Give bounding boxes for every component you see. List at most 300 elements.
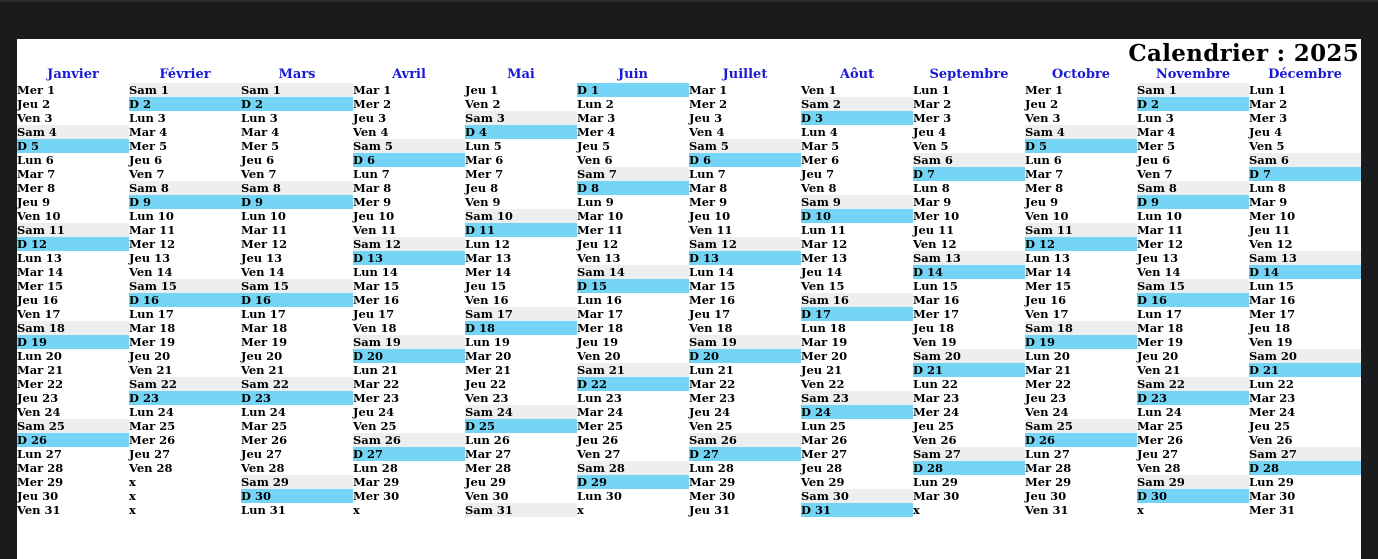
month-header: Janvier: [47, 67, 99, 82]
day-cell: Jeu 25: [913, 419, 955, 433]
day-cell: Jeu 4: [913, 125, 947, 139]
day-cell: Sam 6: [1249, 153, 1361, 167]
month-header: Novembre: [1155, 67, 1231, 82]
day-cell: D 31: [801, 503, 913, 517]
day-cell: D 17: [801, 307, 913, 321]
day-cell: D 12: [1025, 237, 1137, 251]
day-cell: Jeu 20: [129, 349, 171, 363]
day-cell: Lun 3: [1137, 111, 1174, 125]
day-cell: Mer 9: [689, 195, 728, 209]
day-cell: Jeu 16: [1025, 293, 1067, 307]
day-cell: Mer 15: [17, 279, 64, 293]
day-cell: Ven 17: [17, 307, 61, 321]
month-header: Mars: [278, 67, 316, 82]
day-cell: Lun 7: [689, 167, 726, 181]
day-cell: Mer 9: [353, 195, 392, 209]
day-cell: Ven 25: [353, 419, 397, 433]
day-cell: Jeu 6: [1137, 153, 1171, 167]
day-cell: Lun 6: [1025, 153, 1062, 167]
day-cell: Jeu 30: [17, 489, 59, 503]
day-cell: Sam 26: [689, 433, 801, 447]
day-cell: D 6: [353, 153, 465, 167]
day-cell: Mar 17: [577, 307, 624, 321]
day-cell: D 5: [17, 139, 129, 153]
day-cell: Lun 31: [241, 503, 286, 517]
day-cell: Mar 3: [577, 111, 616, 125]
day-cell: Sam 5: [689, 139, 801, 153]
day-cell: Mar 18: [1137, 321, 1184, 335]
day-cell: D 2: [241, 97, 353, 111]
day-cell: Ven 7: [1137, 167, 1173, 181]
day-cell: D 21: [1249, 363, 1361, 377]
day-cell: Sam 26: [353, 433, 465, 447]
day-cell: Mer 10: [1249, 209, 1296, 223]
day-cell: Sam 23: [801, 391, 913, 405]
day-cell: Lun 18: [801, 321, 846, 335]
day-cell: Mar 15: [353, 279, 400, 293]
day-cell: Mer 12: [129, 237, 176, 251]
day-cell: Mer 30: [353, 489, 400, 503]
day-cell: Mar 14: [17, 265, 64, 279]
day-cell: D 8: [577, 181, 689, 195]
day-cell: Mar 15: [689, 279, 736, 293]
day-cell: Sam 13: [913, 251, 1025, 265]
month-column: [913, 67, 1025, 517]
day-cell: Sam 13: [1249, 251, 1361, 265]
day-cell: Mer 5: [241, 139, 280, 153]
day-cell: D 6: [689, 153, 801, 167]
day-cell: Ven 28: [241, 461, 285, 475]
day-cell: Sam 18: [17, 321, 129, 335]
day-cell: Ven 3: [1025, 111, 1061, 125]
day-cell: Mar 4: [241, 125, 280, 139]
day-cell: Lun 25: [801, 419, 846, 433]
month-header: Juin: [618, 67, 648, 82]
day-cell: Mer 8: [17, 181, 56, 195]
day-cell: Ven 3: [17, 111, 53, 125]
day-cell: Jeu 13: [1137, 251, 1179, 265]
day-cell: Sam 11: [1025, 223, 1137, 237]
day-cell: Lun 20: [1025, 349, 1070, 363]
day-cell: D 13: [353, 251, 465, 265]
day-cell: Lun 19: [465, 335, 510, 349]
day-cell: Lun 20: [17, 349, 62, 363]
day-cell: Ven 31: [1025, 503, 1069, 517]
day-cell: Mar 1: [353, 83, 392, 97]
day-cell: Mar 22: [689, 377, 736, 391]
day-cell: Mar 20: [465, 349, 512, 363]
day-cell: Jeu 21: [801, 363, 843, 377]
day-cell: Ven 10: [17, 209, 61, 223]
day-cell: D 28: [913, 461, 1025, 475]
day-cell: Jeu 14: [801, 265, 843, 279]
day-cell: D 25: [465, 419, 577, 433]
day-cell: Ven 11: [689, 223, 733, 237]
month-column: [353, 67, 465, 517]
day-cell: Lun 1: [1249, 83, 1286, 97]
day-cell: Jeu 17: [689, 307, 731, 321]
day-cell: Mar 16: [1249, 293, 1296, 307]
day-cell: Mer 1: [1025, 83, 1064, 97]
day-cell: Jeu 12: [577, 237, 619, 251]
day-cell: Mer 26: [129, 433, 176, 447]
day-cell: D 12: [17, 237, 129, 251]
day-cell: x: [913, 503, 920, 517]
day-cell: D 20: [353, 349, 465, 363]
day-cell: Lun 10: [129, 209, 174, 223]
month-header: Décembre: [1268, 67, 1342, 82]
day-cell: D 23: [1137, 391, 1249, 405]
day-cell: Mer 17: [913, 307, 960, 321]
day-cell: Ven 12: [913, 237, 957, 251]
day-cell: Ven 28: [1137, 461, 1181, 475]
day-cell: Mar 1: [689, 83, 728, 97]
day-cell: D 22: [577, 377, 689, 391]
day-cell: Mar 8: [353, 181, 392, 195]
day-cell: Mer 22: [1025, 377, 1072, 391]
day-cell: Jeu 8: [465, 181, 499, 195]
day-cell: Sam 2: [801, 97, 913, 111]
day-cell: D 13: [689, 251, 801, 265]
day-cell: Sam 10: [465, 209, 577, 223]
day-cell: Sam 11: [17, 223, 129, 237]
day-cell: D 30: [241, 489, 353, 503]
day-cell: Lun 5: [465, 139, 502, 153]
day-cell: Ven 18: [353, 321, 397, 335]
day-cell: Ven 16: [465, 293, 509, 307]
day-cell: Mar 30: [913, 489, 960, 503]
day-cell: Mar 25: [129, 419, 176, 433]
day-cell: Mar 4: [129, 125, 168, 139]
day-cell: Ven 2: [465, 97, 501, 111]
month-column: [465, 67, 577, 517]
day-cell: Mer 19: [241, 335, 288, 349]
day-cell: Mer 25: [577, 419, 624, 433]
day-cell: D 9: [241, 195, 353, 209]
day-cell: Lun 16: [577, 293, 622, 307]
day-cell: Jeu 4: [1249, 125, 1283, 139]
day-cell: Jeu 25: [1249, 419, 1291, 433]
day-cell: Jeu 13: [129, 251, 171, 265]
day-cell: Sam 24: [465, 405, 577, 419]
day-cell: Mer 26: [241, 433, 288, 447]
day-cell: D 27: [689, 447, 801, 461]
day-cell: Mer 27: [801, 447, 848, 461]
day-cell: Ven 7: [129, 167, 165, 181]
day-cell: Lun 8: [1249, 181, 1286, 195]
day-cell: Sam 31: [465, 503, 577, 517]
day-cell: Lun 3: [129, 111, 166, 125]
day-cell: Jeu 26: [577, 433, 619, 447]
day-cell: Jeu 27: [241, 447, 283, 461]
day-cell: x: [129, 489, 136, 503]
day-cell: Lun 6: [17, 153, 54, 167]
day-cell: Jeu 27: [129, 447, 171, 461]
day-cell: Lun 22: [1249, 377, 1294, 391]
day-cell: Jeu 2: [1025, 97, 1059, 111]
day-cell: Mer 30: [689, 489, 736, 503]
month-column: [17, 67, 129, 517]
day-cell: Lun 22: [913, 377, 958, 391]
day-cell: Lun 28: [353, 461, 398, 475]
day-cell: Mer 12: [241, 237, 288, 251]
day-cell: x: [577, 503, 584, 517]
day-cell: Sam 4: [17, 125, 129, 139]
day-cell: Ven 28: [129, 461, 173, 475]
day-cell: Mar 14: [1025, 265, 1072, 279]
day-cell: Lun 29: [913, 475, 958, 489]
day-cell: Lun 28: [689, 461, 734, 475]
day-cell: Lun 7: [353, 167, 390, 181]
day-cell: Mer 3: [1249, 111, 1288, 125]
month-header: Septembre: [929, 67, 1009, 82]
day-cell: Ven 22: [801, 377, 845, 391]
day-cell: Sam 30: [801, 489, 913, 503]
day-cell: Mar 29: [689, 475, 736, 489]
day-cell: D 9: [129, 195, 241, 209]
day-cell: D 23: [129, 391, 241, 405]
day-cell: Lun 8: [913, 181, 950, 195]
day-cell: Jeu 9: [1025, 195, 1059, 209]
day-cell: Jeu 5: [577, 139, 611, 153]
page-title: Calendrier : 2025: [1128, 40, 1359, 67]
day-cell: Mar 18: [241, 321, 288, 335]
day-cell: Lun 15: [1249, 279, 1294, 293]
day-cell: D 20: [689, 349, 801, 363]
day-cell: D 11: [465, 223, 577, 237]
day-cell: Mer 22: [17, 377, 64, 391]
day-cell: Mar 11: [1137, 223, 1184, 237]
month-header: Avril: [392, 67, 426, 82]
day-cell: Mar 27: [465, 447, 512, 461]
day-cell: Mar 9: [1249, 195, 1288, 209]
day-cell: Jeu 7: [801, 167, 835, 181]
day-cell: Lun 15: [913, 279, 958, 293]
browser-top-edge: [0, 0, 1378, 2]
day-cell: D 9: [1137, 195, 1249, 209]
day-cell: Mar 9: [913, 195, 952, 209]
day-cell: Ven 5: [913, 139, 949, 153]
day-cell: Jeu 10: [689, 209, 731, 223]
day-cell: Sam 15: [241, 279, 353, 293]
day-cell: Sam 3: [465, 111, 577, 125]
day-cell: Sam 18: [1025, 321, 1137, 335]
day-cell: D 28: [1249, 461, 1361, 475]
day-cell: Jeu 29: [465, 475, 507, 489]
day-cell: Mer 18: [577, 321, 624, 335]
day-cell: Lun 1: [913, 83, 950, 97]
day-cell: Sam 1: [129, 83, 241, 97]
day-cell: Sam 15: [129, 279, 241, 293]
day-cell: Jeu 31: [689, 503, 731, 517]
day-cell: Jeu 17: [353, 307, 395, 321]
day-cell: Lun 10: [1137, 209, 1182, 223]
month-column: [689, 67, 801, 517]
day-cell: Jeu 24: [353, 405, 395, 419]
day-cell: Sam 9: [801, 195, 913, 209]
day-cell: Sam 22: [1137, 377, 1249, 391]
day-cell: Ven 29: [801, 475, 845, 489]
day-cell: Lun 23: [577, 391, 622, 405]
day-cell: Mer 15: [1025, 279, 1072, 293]
day-cell: D 27: [353, 447, 465, 461]
day-cell: Mer 24: [913, 405, 960, 419]
day-cell: D 16: [129, 293, 241, 307]
day-cell: Ven 17: [1025, 307, 1069, 321]
day-cell: Sam 22: [129, 377, 241, 391]
day-cell: Ven 26: [913, 433, 957, 447]
month-column: [1137, 67, 1249, 517]
day-cell: D 4: [465, 125, 577, 139]
day-cell: D 14: [1249, 265, 1361, 279]
day-cell: Ven 8: [801, 181, 837, 195]
day-cell: Mar 7: [17, 167, 56, 181]
month-header: Octobre: [1051, 67, 1111, 82]
day-cell: Mar 16: [913, 293, 960, 307]
day-cell: Ven 11: [353, 223, 397, 237]
day-cell: Lun 13: [1025, 251, 1070, 265]
day-cell: Lun 10: [241, 209, 286, 223]
day-cell: Ven 31: [17, 503, 61, 517]
day-cell: Ven 13: [577, 251, 621, 265]
month-header: Juillet: [722, 67, 768, 82]
day-cell: Jeu 10: [353, 209, 395, 223]
day-cell: Mar 30: [1249, 489, 1296, 503]
day-cell: Ven 14: [241, 265, 285, 279]
day-cell: Ven 15: [801, 279, 845, 293]
day-cell: Jeu 3: [353, 111, 387, 125]
day-cell: D 19: [17, 335, 129, 349]
day-cell: Sam 5: [353, 139, 465, 153]
month-columns: [17, 67, 1361, 517]
month-column: [1025, 67, 1137, 517]
day-cell: Mar 25: [1137, 419, 1184, 433]
day-cell: Mar 29: [353, 475, 400, 489]
day-cell: Mar 6: [465, 153, 504, 167]
day-cell: Jeu 3: [689, 111, 723, 125]
day-cell: Ven 5: [1249, 139, 1285, 153]
day-cell: Mer 29: [17, 475, 64, 489]
day-cell: D 18: [465, 321, 577, 335]
day-cell: Mer 31: [1249, 503, 1296, 517]
day-cell: Mer 16: [689, 293, 736, 307]
day-cell: Mar 4: [1137, 125, 1176, 139]
day-cell: Mar 10: [577, 209, 624, 223]
day-cell: Lun 21: [689, 363, 734, 377]
month-column: [801, 67, 913, 517]
day-cell: Sam 17: [465, 307, 577, 321]
day-cell: Mer 28: [465, 461, 512, 475]
day-cell: D 1: [577, 83, 689, 97]
day-cell: Ven 24: [17, 405, 61, 419]
day-cell: Sam 1: [1137, 83, 1249, 97]
day-cell: x: [129, 503, 136, 517]
day-cell: Mar 8: [689, 181, 728, 195]
day-cell: Sam 29: [241, 475, 353, 489]
day-cell: Mer 19: [1137, 335, 1184, 349]
day-cell: Ven 19: [913, 335, 957, 349]
day-cell: Sam 19: [689, 335, 801, 349]
day-cell: Sam 20: [913, 349, 1025, 363]
day-cell: D 7: [913, 167, 1025, 181]
day-cell: Lun 24: [241, 405, 286, 419]
day-cell: Jeu 15: [465, 279, 507, 293]
day-cell: Lun 24: [1137, 405, 1182, 419]
day-cell: Ven 21: [1137, 363, 1181, 377]
day-cell: Jeu 6: [241, 153, 275, 167]
day-cell: Mer 2: [353, 97, 392, 111]
day-cell: Jeu 28: [801, 461, 843, 475]
day-cell: Mer 21: [465, 363, 512, 377]
day-cell: Mer 12: [1137, 237, 1184, 251]
month-header: Aôut: [839, 67, 875, 82]
day-cell: Ven 23: [465, 391, 509, 405]
day-cell: Mer 19: [129, 335, 176, 349]
day-cell: Mer 23: [353, 391, 400, 405]
day-cell: Jeu 19: [577, 335, 619, 349]
month-column: [241, 67, 353, 517]
day-cell: Mar 7: [1025, 167, 1064, 181]
day-cell: Ven 18: [689, 321, 733, 335]
day-cell: Mer 29: [1025, 475, 1072, 489]
day-cell: Ven 4: [353, 125, 389, 139]
day-cell: Sam 8: [129, 181, 241, 195]
day-cell: Mer 8: [1025, 181, 1064, 195]
day-cell: Ven 1: [801, 83, 837, 97]
day-cell: Sam 25: [1025, 419, 1137, 433]
day-cell: D 24: [801, 405, 913, 419]
day-cell: D 30: [1137, 489, 1249, 503]
day-cell: Mer 5: [129, 139, 168, 153]
day-cell: Mer 3: [913, 111, 952, 125]
day-cell: Lun 4: [801, 125, 838, 139]
day-cell: Jeu 18: [913, 321, 955, 335]
day-cell: Sam 19: [353, 335, 465, 349]
day-cell: Jeu 9: [17, 195, 51, 209]
day-cell: Lun 12: [465, 237, 510, 251]
day-cell: Mar 21: [17, 363, 64, 377]
day-cell: Ven 10: [1025, 209, 1069, 223]
day-cell: Mer 23: [689, 391, 736, 405]
day-cell: D 16: [241, 293, 353, 307]
day-cell: Lun 11: [801, 223, 846, 237]
day-cell: D 23: [241, 391, 353, 405]
day-cell: Lun 13: [17, 251, 62, 265]
day-cell: Ven 6: [577, 153, 613, 167]
day-cell: Ven 12: [1249, 237, 1293, 251]
day-cell: Mar 25: [241, 419, 288, 433]
day-cell: Jeu 27: [1137, 447, 1179, 461]
day-cell: D 15: [577, 279, 689, 293]
day-cell: D 14: [913, 265, 1025, 279]
month-header: Février: [159, 67, 211, 82]
day-cell: Ven 21: [129, 363, 173, 377]
day-cell: D 26: [17, 433, 129, 447]
day-cell: Jeu 1: [465, 83, 499, 97]
day-cell: Sam 29: [1137, 475, 1249, 489]
day-cell: Sam 12: [353, 237, 465, 251]
day-cell: Jeu 23: [17, 391, 59, 405]
day-cell: Ven 4: [689, 125, 725, 139]
day-cell: Mer 17: [1249, 307, 1296, 321]
day-cell: D 29: [577, 475, 689, 489]
day-cell: Sam 21: [577, 363, 689, 377]
day-cell: D 2: [129, 97, 241, 111]
day-cell: Lun 21: [353, 363, 398, 377]
day-cell: Mer 11: [577, 223, 624, 237]
day-cell: Jeu 24: [689, 405, 731, 419]
day-cell: Sam 25: [17, 419, 129, 433]
